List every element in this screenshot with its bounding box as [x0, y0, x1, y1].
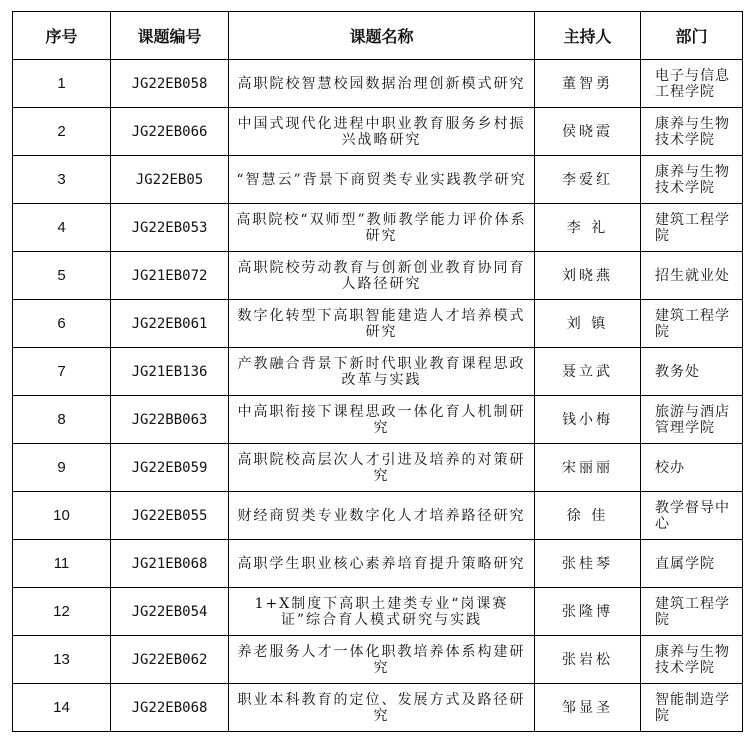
table-row	[13, 156, 743, 204]
project-department: 直属学院	[641, 540, 743, 588]
table-row	[13, 252, 743, 300]
row-number: 11	[13, 540, 111, 588]
project-code: JG22EB066	[111, 108, 229, 156]
project-host: 聂立武	[535, 348, 641, 396]
project-department: 建筑工程学院	[641, 588, 743, 636]
project-department: 康养与生物技术学院	[641, 156, 743, 204]
project-code: JG22BB063	[111, 396, 229, 444]
row-number: 14	[13, 684, 111, 732]
project-code: JG22EB054	[111, 588, 229, 636]
project-host: 李爱红	[535, 156, 641, 204]
project-code: JG22EB058	[111, 60, 229, 108]
row-number: 9	[13, 444, 111, 492]
header-title: 课题名称	[229, 12, 535, 60]
project-title: 高职院校劳动教育与创新创业教育协同育人路径研究	[229, 252, 535, 300]
project-title: 高职院校高层次人才引进及培养的对策研究	[229, 444, 535, 492]
project-code: JG22EB059	[111, 444, 229, 492]
table-row	[13, 492, 743, 540]
table-row	[13, 540, 743, 588]
project-code: JG22EB068	[111, 684, 229, 732]
project-code: JG21EB136	[111, 348, 229, 396]
row-number: 1	[13, 60, 111, 108]
table-row	[13, 300, 743, 348]
project-host: 董智勇	[535, 60, 641, 108]
project-code: JG22EB05	[111, 156, 229, 204]
project-code: JG22EB062	[111, 636, 229, 684]
project-code: JG22EB061	[111, 300, 229, 348]
table-row	[13, 204, 743, 252]
header-row	[13, 12, 743, 60]
project-title: “智慧云”背景下商贸类专业实践教学研究	[229, 156, 535, 204]
header-dept: 部门	[641, 12, 743, 60]
row-number: 12	[13, 588, 111, 636]
project-department: 校办	[641, 444, 743, 492]
project-host: 侯晓霞	[535, 108, 641, 156]
project-table	[12, 11, 743, 732]
table-row	[13, 396, 743, 444]
row-number: 6	[13, 300, 111, 348]
table-row	[13, 444, 743, 492]
project-title: 产教融合背景下新时代职业教育课程思政改革与实践	[229, 348, 535, 396]
project-department: 康养与生物技术学院	[641, 108, 743, 156]
table-row	[13, 588, 743, 636]
table-row	[13, 348, 743, 396]
project-department: 智能制造学院	[641, 684, 743, 732]
project-title: 中国式现代化进程中职业教育服务乡村振兴战略研究	[229, 108, 535, 156]
project-title: 职业本科教育的定位、发展方式及路径研究	[229, 684, 535, 732]
header-seq: 序号	[13, 12, 111, 60]
project-code: JG22EB055	[111, 492, 229, 540]
project-code: JG21EB068	[111, 540, 229, 588]
project-department: 建筑工程学院	[641, 300, 743, 348]
project-title: 1+X制度下高职土建类专业“岗课赛证”综合育人模式研究与实践	[229, 588, 535, 636]
row-number: 2	[13, 108, 111, 156]
project-title: 中高职衔接下课程思政一体化育人机制研究	[229, 396, 535, 444]
project-title: 高职院校智慧校园数据治理创新模式研究	[229, 60, 535, 108]
project-title: 数字化转型下高职智能建造人才培养模式研究	[229, 300, 535, 348]
project-host: 张隆博	[535, 588, 641, 636]
row-number: 10	[13, 492, 111, 540]
project-department: 旅游与酒店管理学院	[641, 396, 743, 444]
project-title: 高职学生职业核心素养培育提升策略研究	[229, 540, 535, 588]
project-title: 养老服务人才一体化职教培养体系构建研究	[229, 636, 535, 684]
table-row	[13, 636, 743, 684]
project-department: 教务处	[641, 348, 743, 396]
table-row	[13, 60, 743, 108]
project-title: 财经商贸类专业数字化人才培养路径研究	[229, 492, 535, 540]
row-number: 13	[13, 636, 111, 684]
header-code: 课题编号	[111, 12, 229, 60]
project-host: 张岩松	[535, 636, 641, 684]
project-code: JG21EB072	[111, 252, 229, 300]
project-host: 刘 镇	[535, 300, 641, 348]
project-department: 电子与信息工程学院	[641, 60, 743, 108]
row-number: 5	[13, 252, 111, 300]
project-code: JG22EB053	[111, 204, 229, 252]
row-number: 4	[13, 204, 111, 252]
project-host: 邹显圣	[535, 684, 641, 732]
row-number: 8	[13, 396, 111, 444]
project-host: 李 礼	[535, 204, 641, 252]
project-host: 刘晓燕	[535, 252, 641, 300]
project-title: 高职院校“双师型”教师教学能力评价体系研究	[229, 204, 535, 252]
project-host: 宋丽丽	[535, 444, 641, 492]
project-host: 张桂琴	[535, 540, 641, 588]
row-number: 3	[13, 156, 111, 204]
row-number: 7	[13, 348, 111, 396]
header-host: 主持人	[535, 12, 641, 60]
project-host: 钱小梅	[535, 396, 641, 444]
project-department: 教学督导中心	[641, 492, 743, 540]
table-row	[13, 684, 743, 732]
project-department: 康养与生物技术学院	[641, 636, 743, 684]
project-host: 徐 佳	[535, 492, 641, 540]
table-row	[13, 108, 743, 156]
project-department: 招生就业处	[641, 252, 743, 300]
project-department: 建筑工程学院	[641, 204, 743, 252]
